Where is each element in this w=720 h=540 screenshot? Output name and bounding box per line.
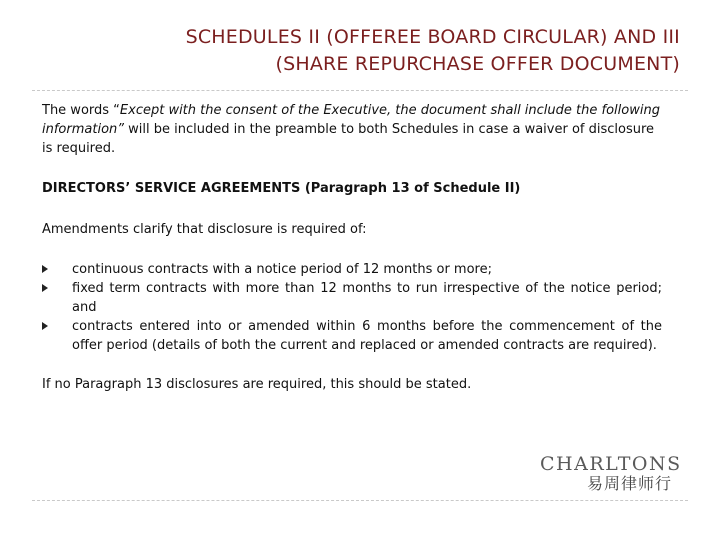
bullet-item [42, 317, 662, 355]
section-heading: DIRECTORS’ SERVICE AGREEMENTS (Paragraph 13 of Schedule II) [42, 181, 521, 196]
title-line-1: SCHEDULES II (OFFEREE BOARD CIRCULAR) AND III [185, 26, 680, 48]
intro-paragraph [42, 101, 662, 158]
bullet-text: contracts entered into or amended within 6 months before the commencement of the offer period (details of both the current and replaced or amended contracts are required). [72, 319, 662, 353]
logo-english: CHARLTONS [540, 453, 682, 475]
slide-title [40, 24, 680, 78]
closing-paragraph: If no Paragraph 13 disclosures are required, this should be stated. [42, 377, 472, 392]
intro-quote: Except with the consent of the Executive, the document shall include the following information” [42, 103, 660, 137]
bullet-item [42, 279, 662, 317]
logo-chinese: 易周律师行 [586, 474, 672, 493]
top-divider [32, 90, 688, 91]
bottom-divider [32, 500, 688, 501]
bullet-text: fixed term contracts with more than 12 months to run irrespective of the notice period; and [72, 281, 662, 315]
bullet-text: continuous contracts with a notice period of 12 months or more; [72, 262, 492, 277]
intro-text-after: will be included in the preamble to both Schedules in case a waiver of disclosure is required. [42, 122, 655, 156]
charltons-logo [540, 454, 680, 494]
slide-body [42, 101, 662, 394]
title-line-2: (SHARE REPURCHASE OFFER DOCUMENT) [275, 53, 680, 75]
amendments-intro: Amendments clarify that disclosure is required of: [42, 222, 367, 237]
triangle-bullet-icon [42, 322, 48, 330]
intro-text-before: The words “ [42, 103, 120, 118]
triangle-bullet-icon [42, 265, 48, 273]
bullet-list [42, 260, 662, 355]
bullet-item [42, 260, 662, 279]
triangle-bullet-icon [42, 284, 48, 292]
